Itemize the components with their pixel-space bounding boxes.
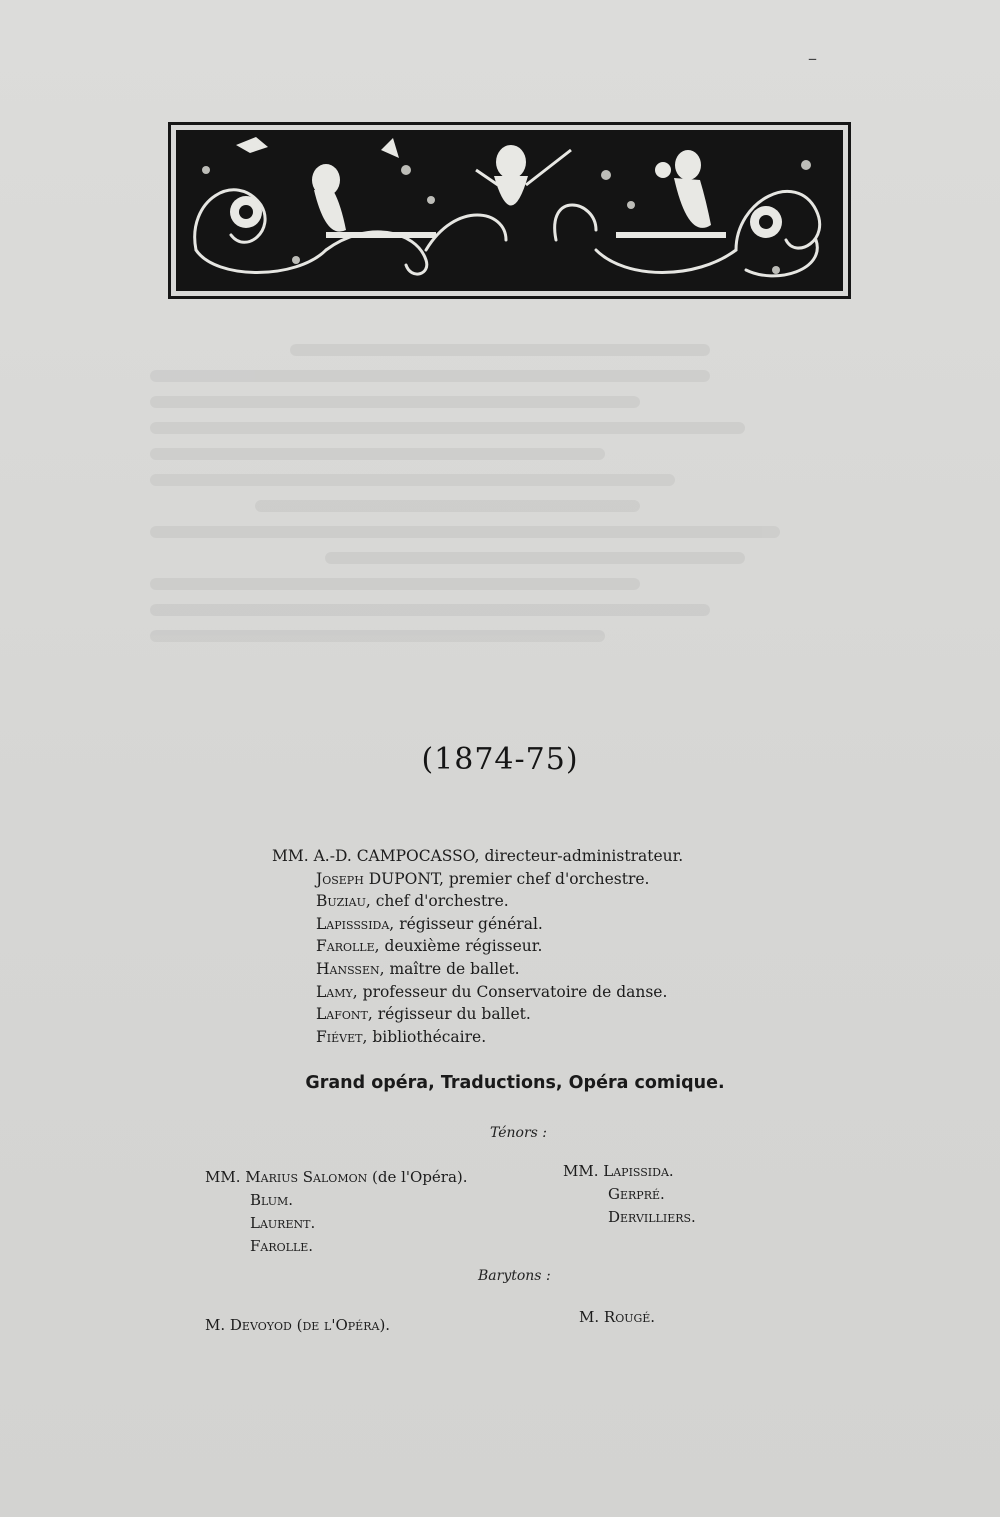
page-mark: – — [808, 48, 817, 69]
repertoire-heading: Grand opéra, Traductions, Opéra comique. — [305, 1073, 725, 1093]
staff-role: régisseur général. — [399, 914, 543, 933]
baritone-right: M. Rougé. — [579, 1308, 656, 1326]
staff-role: régisseur du ballet. — [377, 1005, 531, 1024]
staff-name: Lafont, — [316, 1005, 373, 1024]
staff-name: Hanssen, — [316, 959, 385, 978]
tenor-name: Gerpré. — [608, 1185, 665, 1203]
staff-name: Fiévet, — [316, 1027, 368, 1046]
staff-first-name: Joseph — [316, 869, 364, 888]
baritone-left: M. Devoyod (de l'Opéra). — [205, 1316, 391, 1334]
tenors-prefix: MM. — [563, 1162, 599, 1180]
ornamental-banner — [168, 122, 851, 299]
tenors-prefix: MM. — [205, 1168, 241, 1186]
staff-role: directeur-administrateur. — [484, 847, 684, 865]
staff-name: Farolle, — [316, 937, 380, 956]
staff-name: Lamy, — [316, 982, 358, 1001]
tenor-name: Dervilliers. — [608, 1208, 696, 1226]
staff-row-director — [272, 845, 683, 868]
staff-list — [272, 845, 683, 1048]
staff-role: chef d'orchestre. — [375, 892, 509, 911]
staff-row — [272, 1003, 683, 1026]
staff-prefix: MM. — [272, 847, 309, 865]
staff-row — [272, 1026, 683, 1049]
staff-name: Buziau, — [316, 892, 371, 911]
staff-role: deuxième régisseur. — [384, 937, 543, 956]
staff-row-conductor — [272, 868, 683, 891]
tenors-left-column — [205, 1166, 468, 1258]
tenors-right-column — [563, 1160, 696, 1229]
staff-role: professeur du Conservatoire de danse. — [362, 982, 668, 1001]
baritones-label: Barytons : — [478, 1268, 551, 1284]
staff-row — [272, 913, 683, 936]
tenors-label: Ténors : — [490, 1125, 548, 1141]
tenor-name: Blum. — [250, 1191, 294, 1209]
tenor-name: Lapissida. — [603, 1162, 674, 1180]
tenor-note: (de l'Opéra). — [372, 1168, 468, 1186]
tenor-name: Farolle. — [250, 1237, 314, 1255]
tenor-row — [563, 1160, 696, 1183]
tenor-name: Laurent. — [250, 1214, 316, 1232]
staff-row — [272, 890, 683, 913]
staff-row — [272, 958, 683, 981]
staff-role: premier chef d'orchestre. — [448, 869, 650, 888]
staff-name: A.-D. CAMPOCASSO, — [313, 847, 480, 865]
staff-role: bibliothécaire. — [372, 1027, 487, 1046]
staff-role: maître de ballet. — [389, 959, 520, 978]
tenor-row — [205, 1166, 468, 1189]
staff-row — [272, 981, 683, 1004]
staff-row — [272, 935, 683, 958]
ornament-illustration — [176, 130, 843, 291]
staff-name: Lapisssida, — [316, 914, 395, 933]
season-year: (1874-75) — [421, 742, 579, 777]
staff-name: DUPONT, — [368, 869, 444, 888]
tenor-name: Marius Salomon — [245, 1168, 368, 1186]
